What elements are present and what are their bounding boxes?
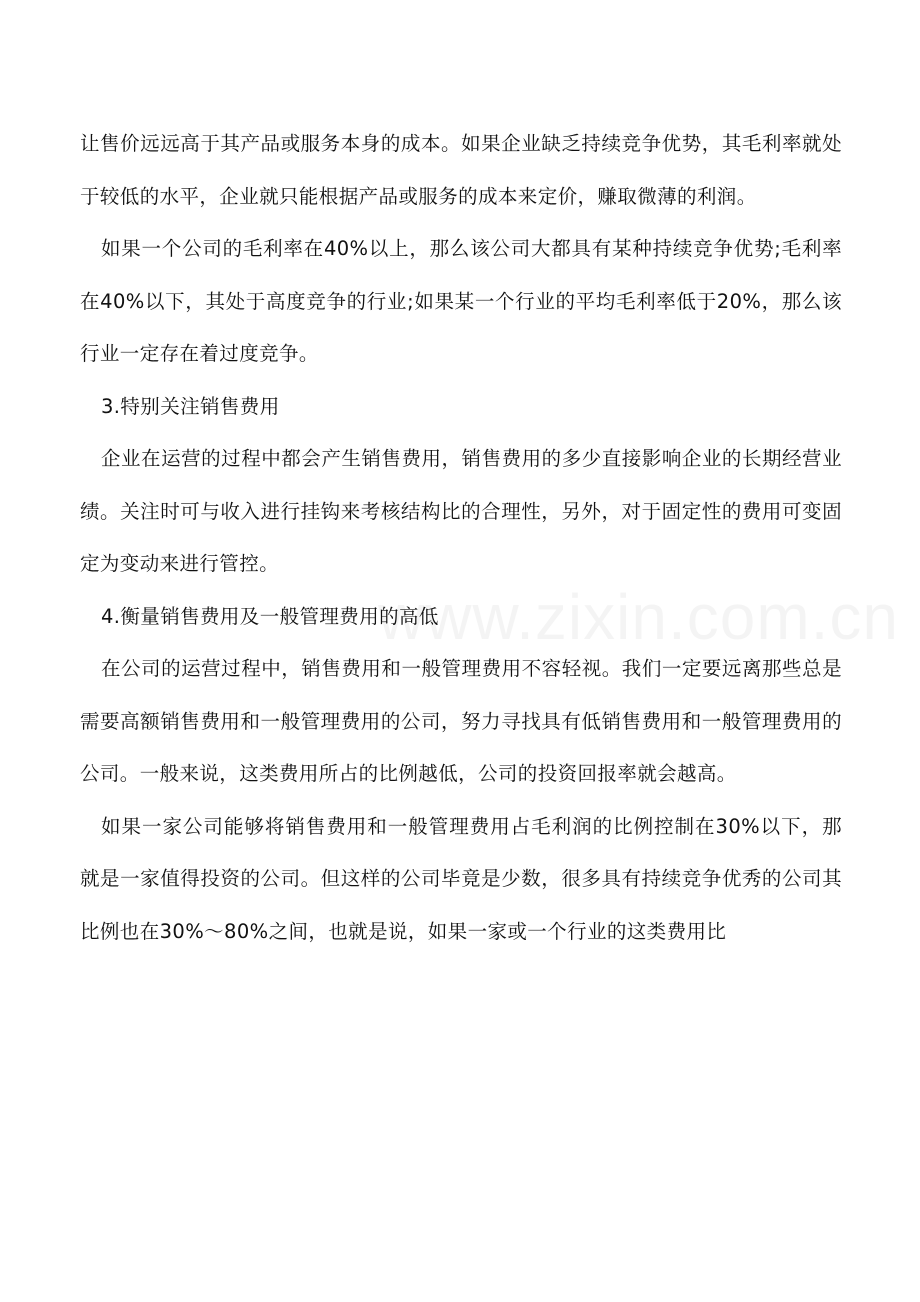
paragraph-expenses-importance: 在公司的运营过程中，销售费用和一般管理费用不容轻视。我们一定要远离那些总是需要高额销售费用和一般管理费用的公司，努力寻找具有低销售费用和一般管理费用的公司。一般来说，这类费用所占的比例越低，公司的投资回报率就会越高。 [80,657,842,785]
paragraph-gross-margin-cost: 让售价远远高于其产品或服务本身的成本。如果企业缺乏持续竞争优势，其毛利率就处于较低的水平，企业就只能根据产品或服务的成本来定价，赚取微薄的利润。 [80,132,842,208]
paragraph-expenses-ratio: 如果一家公司能够将销售费用和一般管理费用占毛利润的比例控制在30%以下，那就是一家值得投资的公司。但这样的公司毕竟是少数，很多具有持续竞争优秀的公司其比例也在30%～80%之间，也就是说，如果一家或一个行业的这类费用比 [80,814,842,943]
section-heading-sales-expenses: 3.特别关注销售费用 [101,394,280,418]
section-heading-measure-expenses: 4.衡量销售费用及一般管理费用的高低 [101,604,439,628]
paragraph-sales-expenses: 企业在运营的过程中都会产生销售费用，销售费用的多少直接影响企业的长期经营业绩。关注时可与收入进行挂钩来考核结构比的合理性，另外，对于固定性的费用可变固定为变动来进行管控。 [80,447,842,575]
document-body [80,118,842,958]
paragraph-gross-margin-threshold: 如果一个公司的毛利率在40%以上，那么该公司大都具有某种持续竞争优势;毛利率在40%以下，其处于高度竞争的行业;如果某一个行业的平均毛利率低于20%，那么该行业一定存在着过度竞争。 [80,237,842,365]
